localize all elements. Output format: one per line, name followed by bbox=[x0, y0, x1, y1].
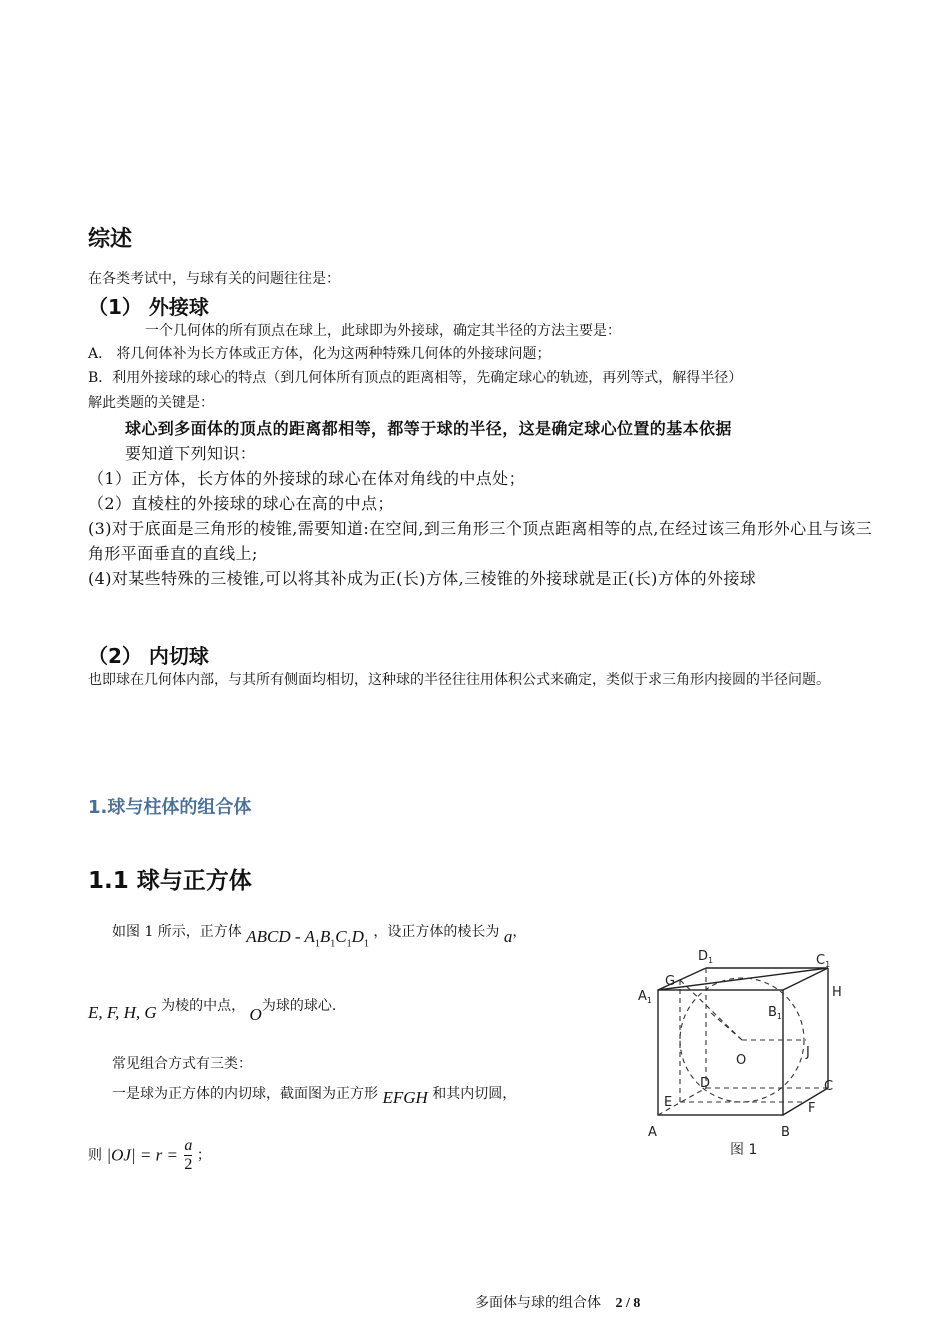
para-inscribed-sphere: 一是球为正方体的内切球，截面图为正方形 EFGH 和其内切圆， bbox=[112, 1086, 517, 1107]
method-a: A． 将几何体补为长方体或正方体，化为这两种特殊几何体的外接球问题； bbox=[88, 346, 551, 362]
page-number: 2 / 8 bbox=[615, 1296, 641, 1311]
circumscribed-heading: （1） 外接球 bbox=[88, 295, 209, 319]
label-c: C bbox=[824, 1079, 834, 1094]
inscribed-heading: （2） 内切球 bbox=[88, 644, 209, 668]
label-g: G bbox=[665, 974, 676, 989]
knowledge-2: （2）直棱柱的外接球的球心在高的中点； bbox=[88, 494, 394, 513]
knowledge-3: (3)对于底面是三角形的棱锥,需要知道:在空间,到三角形三个顶点距离相等的点,在经过该三角形外心且与该三角形平面垂直的直线上; bbox=[88, 519, 873, 563]
para-cube-intro: 如图 1 所示，正方体 ABCD - $A_1B_1C_1D_1$ ，设正方体的棱长为 a， bbox=[112, 924, 527, 950]
knowledge-1: （1）正方体，长方体的外接球的球心在体对角线的中点处； bbox=[88, 469, 525, 488]
center-symbol: O bbox=[249, 1005, 262, 1024]
summary-intro: 在各类考试中，与球有关的问题往往是： bbox=[88, 271, 340, 287]
summary-title: 综述 bbox=[88, 227, 133, 252]
para-midpoints: E, F, H, G 为棱的中点， O为球的球心. bbox=[88, 998, 337, 1024]
radius-og bbox=[680, 980, 742, 1040]
cube-sphere-figure bbox=[618, 940, 848, 1165]
para-radius: 则 |OJ| = r = $\frac{a}{2}$ ； bbox=[88, 1137, 211, 1173]
label-j: J bbox=[806, 1045, 810, 1060]
label-h: H bbox=[832, 985, 842, 1000]
para-cube-intro-a: 如图 1 所示，正方体 bbox=[112, 924, 242, 940]
label-b1: $B_1$ bbox=[768, 1005, 783, 1021]
circumscribed-intro: 一个几何体的所有顶点在球上，此球即为外接球，确定其半径的方法主要是： bbox=[145, 323, 621, 339]
radius-formula: |OJ| = r = bbox=[106, 1145, 178, 1165]
knowledge-4: (4)对某些特殊的三棱锥,可以将其补成为正(长)方体,三棱锥的外接球就是正(长)方体的外接球 bbox=[88, 569, 757, 588]
key-lead: 解此类题的关键是： bbox=[88, 395, 214, 411]
label-f: F bbox=[808, 1101, 816, 1116]
midpoints-symbols: E, F, H, G bbox=[88, 1003, 157, 1022]
label-b: B bbox=[781, 1125, 790, 1140]
label-c1: $C_1$ bbox=[816, 953, 831, 969]
radius-fraction: $\frac{a}{2}$ bbox=[184, 1137, 193, 1173]
section-line bbox=[710, 1012, 742, 1040]
method-b: B．利用外接球的球心的特点（到几何体所有顶点的距离相等，先确定球心的轨迹，再列等式，解得半径） bbox=[88, 370, 743, 386]
label-d: D bbox=[700, 1076, 711, 1091]
footer-title: 多面体与球的组合体 bbox=[475, 1295, 601, 1311]
label-o: O bbox=[736, 1053, 747, 1068]
label-e: E bbox=[664, 1095, 673, 1110]
para-cube-intro-b: ，设正方体的棱长为 bbox=[373, 924, 500, 940]
label-a1: $A_1$ bbox=[638, 989, 652, 1005]
section-1-heading: 1.球与柱体的组合体 bbox=[88, 797, 252, 818]
edge-symbol: a bbox=[503, 927, 513, 946]
know-lead: 要知道下列知识： bbox=[125, 444, 257, 463]
para-types: 常见组合方式有三类： bbox=[112, 1056, 252, 1072]
figure-caption: 图 1 bbox=[730, 1142, 758, 1158]
page-footer bbox=[475, 1292, 640, 1312]
square-symbol: EFGH bbox=[382, 1088, 428, 1107]
cube-front-face bbox=[658, 990, 783, 1115]
label-a: A bbox=[648, 1125, 657, 1140]
cube-notation: ABCD - $A_1B_1C_1D_1$ bbox=[246, 927, 369, 950]
label-d1: $D_1$ bbox=[698, 949, 714, 965]
key-point: 球心到多面体的顶点的距离都相等，都等于球的半径，这是确定球心位置的基本依据 bbox=[125, 419, 732, 438]
inscribed-text: 也即球在几何体内部，与其所有侧面均相切，这种球的半径往往用体积公式来确定，类似于求三角形内接圆的半径问题。 bbox=[88, 672, 830, 688]
section-1-1-heading: 1.1 球与正方体 bbox=[88, 868, 252, 894]
